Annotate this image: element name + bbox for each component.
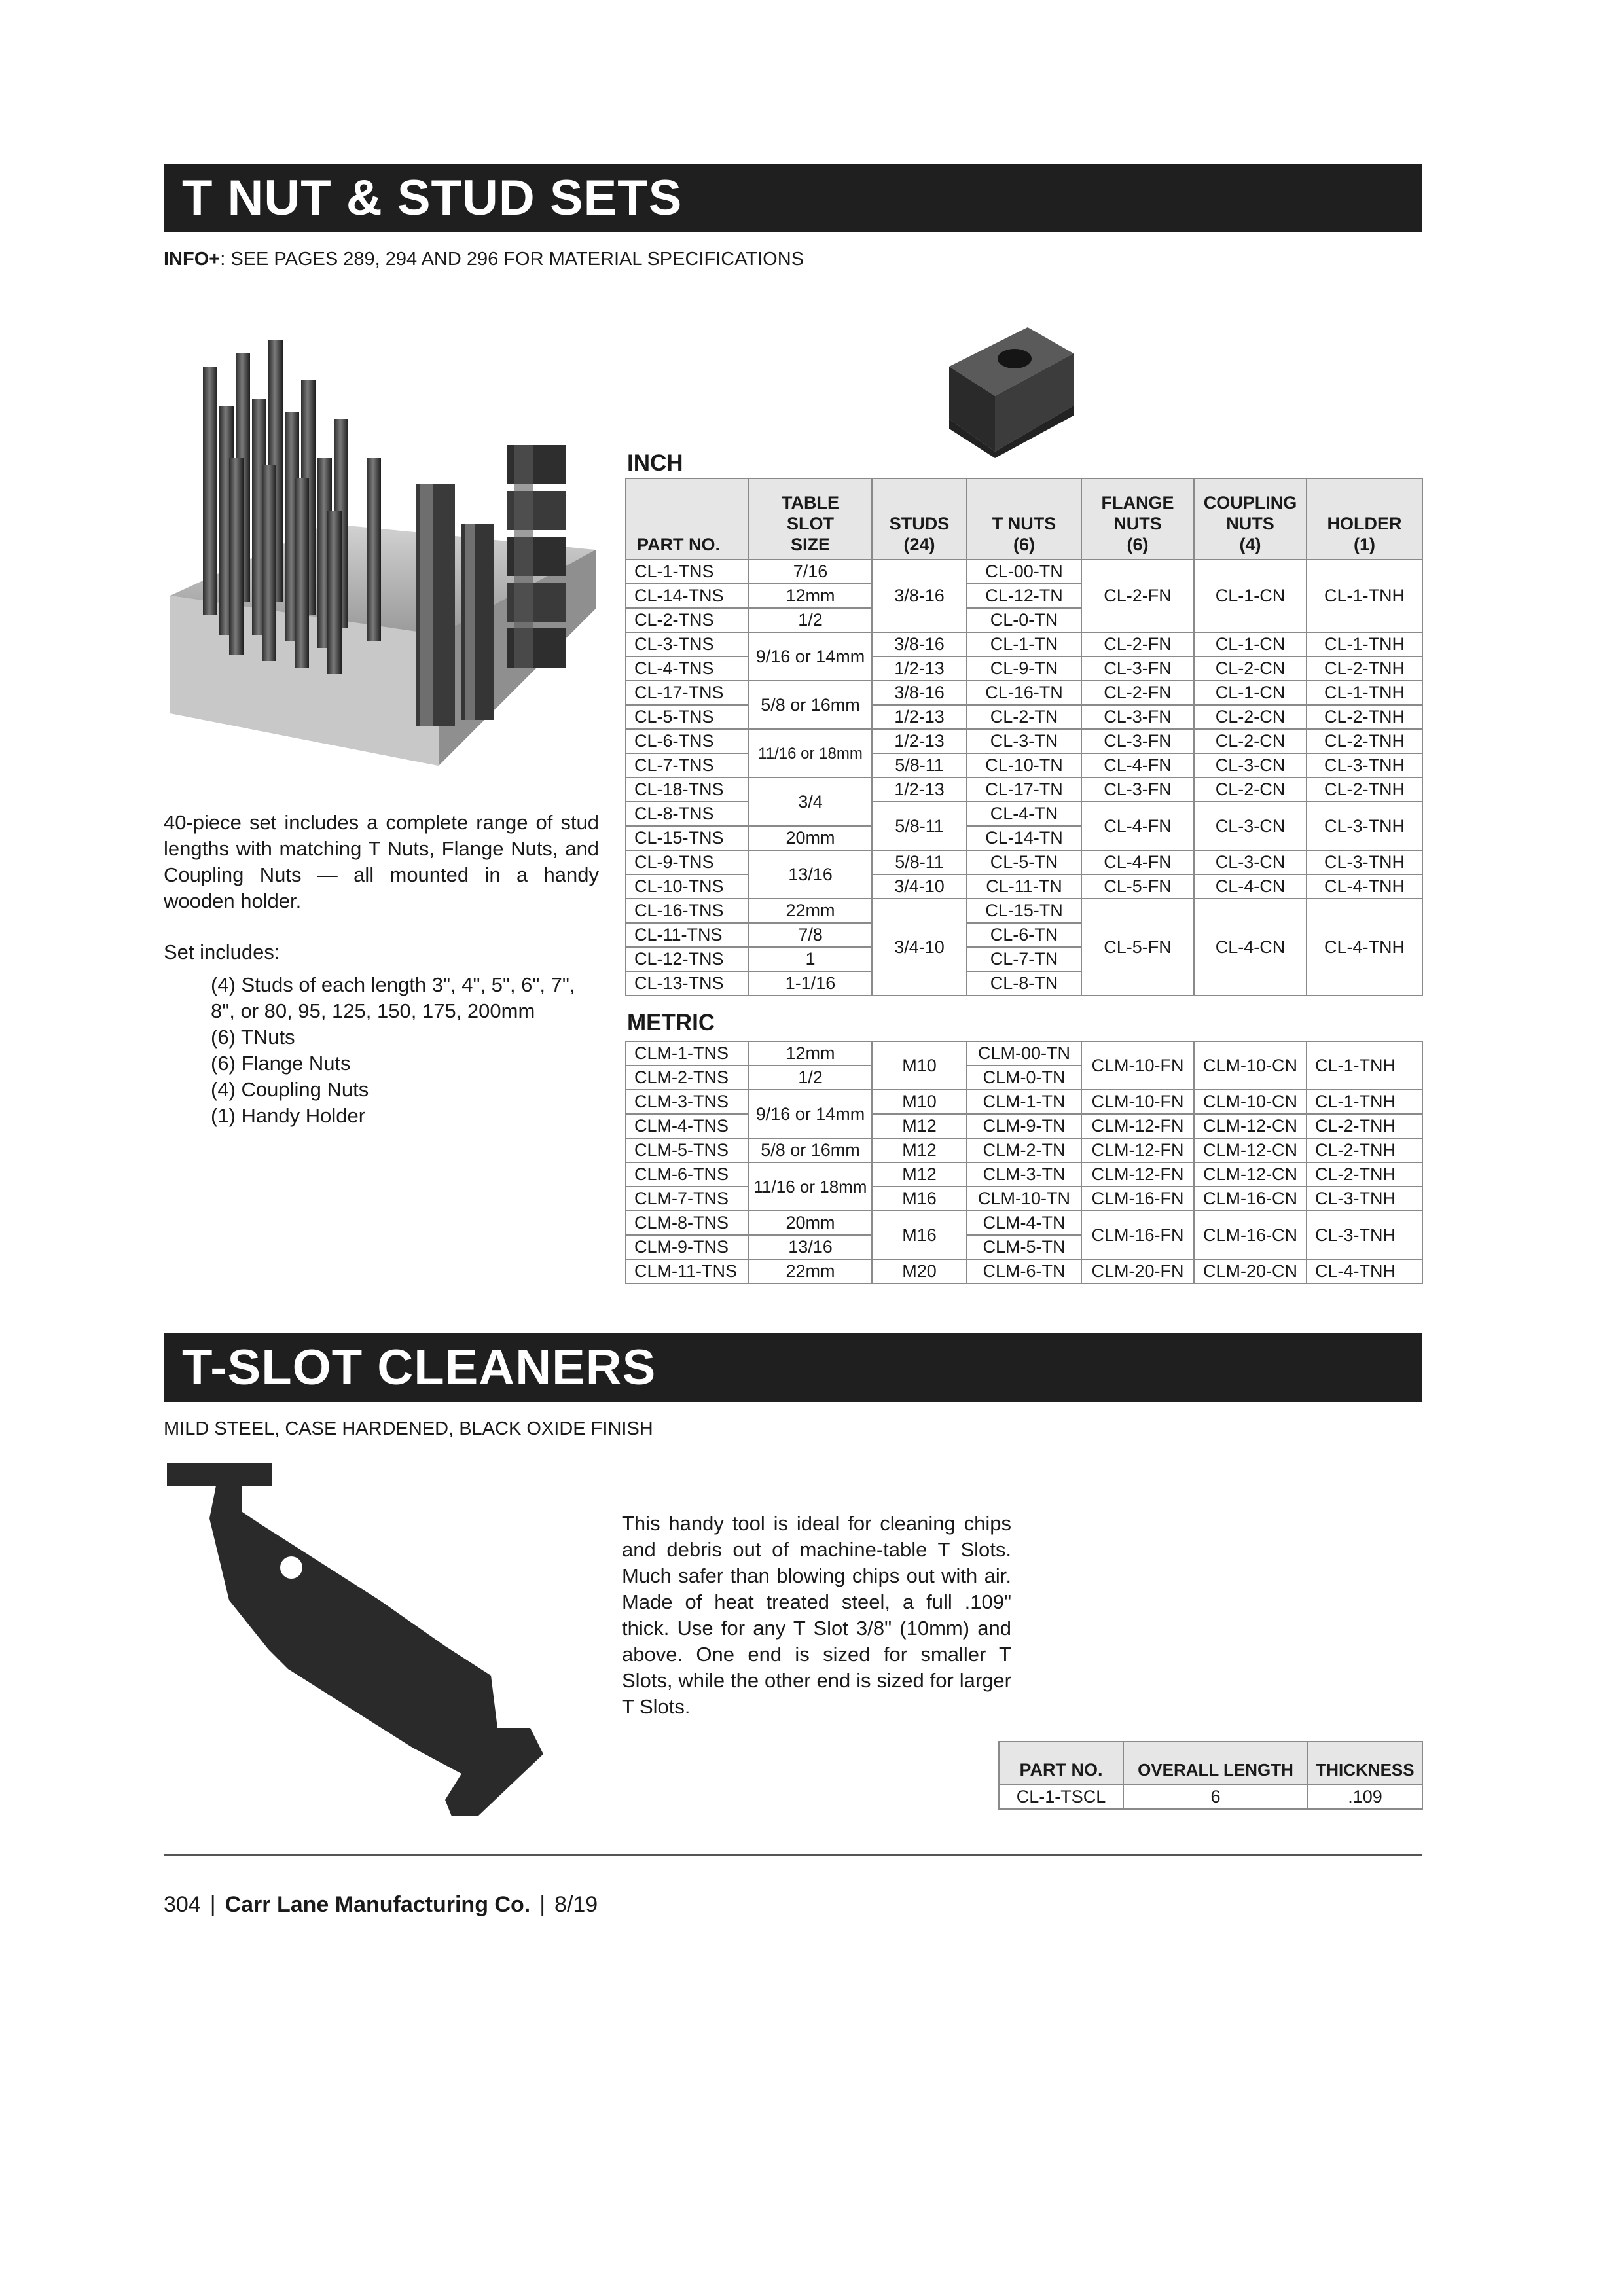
part-no-cell: CL-15-TNS xyxy=(626,826,749,850)
inch-table xyxy=(625,478,1423,996)
header-line: TABLE xyxy=(782,493,839,512)
header-line: (1) xyxy=(1354,535,1375,554)
tnut-cell: CL-1-TN xyxy=(967,632,1081,656)
holder-cell: CL-2-TNH xyxy=(1307,1162,1422,1187)
flange-cell: CL-3-FN xyxy=(1081,729,1194,753)
holder-cell: CL-2-TNH xyxy=(1307,1138,1422,1162)
studs-cell: M10 xyxy=(872,1041,967,1090)
slot-cell: 11/16 or 18mm xyxy=(749,729,872,778)
part-no-cell: CLM-2-TNS xyxy=(626,1066,749,1090)
studs-cell: 3/4-10 xyxy=(872,899,967,996)
table-row xyxy=(626,1041,1422,1066)
slot-cell: 1/2 xyxy=(749,608,872,632)
header-thickness: THICKNESS xyxy=(1308,1742,1422,1785)
holder-cell: CL-1-TNH xyxy=(1307,632,1422,656)
header-t-nuts xyxy=(967,478,1081,560)
part-no-cell: CL-8-TNS xyxy=(626,802,749,826)
header-line: (6) xyxy=(1127,535,1149,554)
company-name: Carr Lane Manufacturing Co. xyxy=(225,1892,531,1917)
header-line: FLANGE xyxy=(1101,493,1174,512)
page-number: 304 xyxy=(164,1892,201,1917)
table-row xyxy=(626,632,1422,656)
studs-cell: 3/8-16 xyxy=(872,681,967,705)
tnut-cell: CL-00-TN xyxy=(967,560,1081,584)
holder-cell: CL-4-TNH xyxy=(1307,899,1422,996)
part-no-cell: CL-11-TNS xyxy=(626,923,749,947)
flange-cell: CL-3-FN xyxy=(1081,705,1194,729)
part-no-cell: CL-1-TSCL xyxy=(999,1785,1123,1809)
part-no-cell: CL-1-TNS xyxy=(626,560,749,584)
tnut-cell: CLM-2-TN xyxy=(967,1138,1081,1162)
tnut-cell: CL-12-TN xyxy=(967,584,1081,608)
part-no-cell: CL-7-TNS xyxy=(626,753,749,778)
part-no-cell: CL-18-TNS xyxy=(626,778,749,802)
holder-cell: CL-2-TNH xyxy=(1307,656,1422,681)
set-includes-item: (1) Handy Holder xyxy=(211,1104,366,1127)
slot-cell: 5/8 or 16mm xyxy=(749,681,872,729)
header-line: (24) xyxy=(903,535,935,554)
info-label: INFO+ xyxy=(164,249,221,270)
header-studs xyxy=(872,478,967,560)
length-cell: 6 xyxy=(1123,1785,1308,1809)
tnut-cell: CL-14-TN xyxy=(967,826,1081,850)
studs-cell: 5/8-11 xyxy=(872,802,967,850)
holder-cell: CL-4-TNH xyxy=(1307,1259,1422,1283)
coupling-cell: CLM-12-CN xyxy=(1194,1162,1307,1187)
table-row xyxy=(626,729,1422,753)
studs-cell: M12 xyxy=(872,1138,967,1162)
inch-header-row xyxy=(626,478,1422,560)
table-row xyxy=(999,1785,1422,1809)
tnut-cell: CL-10-TN xyxy=(967,753,1081,778)
inch-label: INCH xyxy=(627,450,683,476)
holder-cell: CL-3-TNH xyxy=(1307,1211,1422,1259)
tnut-image xyxy=(936,321,1080,458)
tnut-cell: CL-16-TN xyxy=(967,681,1081,705)
table-row xyxy=(626,874,1422,899)
set-includes xyxy=(164,939,602,1129)
part-no-cell: CL-10-TNS xyxy=(626,874,749,899)
part-no-cell: CL-4-TNS xyxy=(626,656,749,681)
coupling-cell: CL-2-CN xyxy=(1194,778,1307,802)
flange-cell: CLM-20-FN xyxy=(1081,1259,1194,1283)
tnut-cell: CLM-0-TN xyxy=(967,1066,1081,1090)
holder-cell: CL-1-TNH xyxy=(1307,560,1422,632)
flange-cell: CL-4-FN xyxy=(1081,850,1194,874)
header-line: STUDS xyxy=(889,514,950,533)
slot-cell: 1 xyxy=(749,947,872,971)
header-line: NUTS xyxy=(1226,514,1274,533)
flange-cell: CL-2-FN xyxy=(1081,681,1194,705)
coupling-cell: CL-2-CN xyxy=(1194,705,1307,729)
coupling-cell: CLM-16-CN xyxy=(1194,1211,1307,1259)
holder-cell: CL-4-TNH xyxy=(1307,874,1422,899)
slot-cell: 13/16 xyxy=(749,1235,872,1259)
slot-cell: 7/8 xyxy=(749,923,872,947)
slot-cell: 12mm xyxy=(749,584,872,608)
studs-cell: 5/8-11 xyxy=(872,850,967,874)
metric-table xyxy=(625,1041,1423,1284)
studs-cell: 5/8-11 xyxy=(872,753,967,778)
header-line: SLOT xyxy=(787,514,834,533)
flange-cell: CLM-10-FN xyxy=(1081,1041,1194,1090)
coupling-cell: CL-1-CN xyxy=(1194,632,1307,656)
header-line: SIZE xyxy=(790,535,830,554)
table-row xyxy=(626,753,1422,778)
slot-cell: 13/16 xyxy=(749,850,872,899)
table-row xyxy=(626,1211,1422,1235)
part-no-cell: CL-6-TNS xyxy=(626,729,749,753)
part-no-cell: CL-14-TNS xyxy=(626,584,749,608)
coupling-cell: CL-2-CN xyxy=(1194,656,1307,681)
flange-cell: CLM-16-FN xyxy=(1081,1211,1194,1259)
flange-cell: CL-2-FN xyxy=(1081,560,1194,632)
set-includes-item: (6) TNuts xyxy=(211,1026,295,1049)
part-no-cell: CLM-7-TNS xyxy=(626,1187,749,1211)
part-no-cell: CLM-11-TNS xyxy=(626,1259,749,1283)
section-title-tslot-cleaners: T-SLOT CLEANERS xyxy=(164,1333,1422,1402)
table-row xyxy=(626,656,1422,681)
flange-cell: CLM-12-FN xyxy=(1081,1162,1194,1187)
holder-cell: CL-3-TNH xyxy=(1307,802,1422,850)
tnut-cell: CL-8-TN xyxy=(967,971,1081,996)
flange-cell: CL-2-FN xyxy=(1081,632,1194,656)
tnut-cell: CL-4-TN xyxy=(967,802,1081,826)
studs-cell: 1/2-13 xyxy=(872,705,967,729)
set-includes-item: (6) Flange Nuts xyxy=(211,1052,351,1075)
studs-cell: 3/8-16 xyxy=(872,632,967,656)
flange-cell: CLM-10-FN xyxy=(1081,1090,1194,1114)
coupling-cell: CLM-10-CN xyxy=(1194,1041,1307,1090)
holder-cell: CL-2-TNH xyxy=(1307,778,1422,802)
flange-cell: CL-5-FN xyxy=(1081,899,1194,996)
header-flange-nuts xyxy=(1081,478,1194,560)
table-row xyxy=(626,899,1422,923)
holder-cell: CL-2-TNH xyxy=(1307,729,1422,753)
coupling-cell: CL-3-CN xyxy=(1194,850,1307,874)
header-line: HOLDER xyxy=(1327,514,1402,533)
flange-cell: CL-5-FN xyxy=(1081,874,1194,899)
slot-cell: 12mm xyxy=(749,1041,872,1066)
tnut-cell: CL-2-TN xyxy=(967,705,1081,729)
flange-cell: CL-3-FN xyxy=(1081,656,1194,681)
slot-cell: 1/2 xyxy=(749,1066,872,1090)
tnut-cell: CL-3-TN xyxy=(967,729,1081,753)
table-row xyxy=(626,560,1422,584)
coupling-cell: CLM-12-CN xyxy=(1194,1138,1307,1162)
part-no-cell: CL-5-TNS xyxy=(626,705,749,729)
holder-cell: CL-2-TNH xyxy=(1307,1114,1422,1138)
holder-cell: CL-1-TNH xyxy=(1307,1041,1422,1090)
header-coupling-nuts xyxy=(1194,478,1307,560)
tnut-cell: CL-6-TN xyxy=(967,923,1081,947)
part-no-cell: CLM-8-TNS xyxy=(626,1211,749,1235)
tnut-cell: CLM-5-TN xyxy=(967,1235,1081,1259)
part-no-cell: CLM-5-TNS xyxy=(626,1138,749,1162)
part-no-cell: CLM-1-TNS xyxy=(626,1041,749,1066)
slot-cell: 5/8 or 16mm xyxy=(749,1138,872,1162)
table-row xyxy=(626,1138,1422,1162)
cleaner-description: This handy tool is ideal for cleaning chips and debris out of machine-table T Slots. Much safer than blowing chips out with air. Made of heat treated steel, a full .109" thick. Use for any T Slot 3/8" (10mm) and above. One end is sized for smaller T Slots, while the other end is sized for larger T Slots. xyxy=(622,1512,1011,1718)
table-row xyxy=(626,1259,1422,1283)
coupling-cell: CL-3-CN xyxy=(1194,802,1307,850)
holder-cell: CL-3-TNH xyxy=(1307,753,1422,778)
tnut-cell: CLM-1-TN xyxy=(967,1090,1081,1114)
tnut-cell: CL-17-TN xyxy=(967,778,1081,802)
coupling-cell: CL-2-CN xyxy=(1194,729,1307,753)
flange-cell: CLM-16-FN xyxy=(1081,1187,1194,1211)
header-part-no: PART NO. xyxy=(999,1742,1123,1785)
part-no-cell: CLM-3-TNS xyxy=(626,1090,749,1114)
flange-cell: CL-4-FN xyxy=(1081,802,1194,850)
footer-date: 8/19 xyxy=(554,1892,598,1917)
studs-cell: M12 xyxy=(872,1162,967,1187)
tnut-cell: CL-5-TN xyxy=(967,850,1081,874)
slot-cell: 11/16 or 18mm xyxy=(749,1162,872,1211)
table-row xyxy=(626,802,1422,826)
part-no-cell: CLM-9-TNS xyxy=(626,1235,749,1259)
holder-cell: CL-1-TNH xyxy=(1307,1090,1422,1114)
coupling-cell: CLM-16-CN xyxy=(1194,1187,1307,1211)
holder-cell: CL-1-TNH xyxy=(1307,681,1422,705)
section-title-tnut-stud-sets: T NUT & STUD SETS xyxy=(164,164,1422,232)
flange-cell: CLM-12-FN xyxy=(1081,1114,1194,1138)
part-no-cell: CL-17-TNS xyxy=(626,681,749,705)
holder-cell: CL-3-TNH xyxy=(1307,1187,1422,1211)
part-no-cell: CL-9-TNS xyxy=(626,850,749,874)
set-includes-item: 8", or 80, 95, 125, 150, 175, 200mm xyxy=(211,999,535,1022)
part-no-cell: CLM-6-TNS xyxy=(626,1162,749,1187)
header-overall-length: OVERALL LENGTH xyxy=(1123,1742,1308,1785)
studs-cell: M12 xyxy=(872,1114,967,1138)
studs-cell: 1/2-13 xyxy=(872,778,967,802)
info-line xyxy=(164,249,804,270)
tnut-cell: CLM-6-TN xyxy=(967,1259,1081,1283)
table-row xyxy=(626,681,1422,705)
studs-cell: M20 xyxy=(872,1259,967,1283)
set-description: 40-piece set includes a complete range of stud lengths with matching T Nuts, Flange Nuts, and Coupling Nuts — all mounted in a handy wooden holder. xyxy=(164,811,599,912)
tnut-cell: CL-11-TN xyxy=(967,874,1081,899)
coupling-cell: CLM-20-CN xyxy=(1194,1259,1307,1283)
thickness-cell: .109 xyxy=(1308,1785,1422,1809)
tnut-cell: CL-7-TN xyxy=(967,947,1081,971)
coupling-cell: CL-4-CN xyxy=(1194,874,1307,899)
part-no-cell: CL-12-TNS xyxy=(626,947,749,971)
tnut-cell: CLM-10-TN xyxy=(967,1187,1081,1211)
slot-cell: 9/16 or 14mm xyxy=(749,632,872,681)
flange-cell: CLM-12-FN xyxy=(1081,1138,1194,1162)
slot-cell: 3/4 xyxy=(749,778,872,826)
header-line: (4) xyxy=(1239,535,1261,554)
table-row xyxy=(626,1187,1422,1211)
tnut-cell: CLM-3-TN xyxy=(967,1162,1081,1187)
table-row xyxy=(626,1114,1422,1138)
studs-cell: 1/2-13 xyxy=(872,729,967,753)
holder-cell: CL-3-TNH xyxy=(1307,850,1422,874)
set-includes-item: (4) Studs of each length 3", 4", 5", 6", 7", xyxy=(211,973,575,996)
tnut-cell: CLM-00-TN xyxy=(967,1041,1081,1066)
cleaner-table xyxy=(998,1741,1423,1810)
tnut-cell: CL-0-TN xyxy=(967,608,1081,632)
holder-cell: CL-2-TNH xyxy=(1307,705,1422,729)
header-line: NUTS xyxy=(1113,514,1162,533)
flange-cell: CL-4-FN xyxy=(1081,753,1194,778)
table-row xyxy=(626,850,1422,874)
part-no-cell: CL-2-TNS xyxy=(626,608,749,632)
cleaner-subtitle: MILD STEEL, CASE HARDENED, BLACK OXIDE FINISH xyxy=(164,1418,653,1439)
info-text: : SEE PAGES 289, 294 AND 296 FOR MATERIAL SPECIFICATIONS xyxy=(220,249,804,270)
coupling-cell: CL-1-CN xyxy=(1194,560,1307,632)
studs-cell: 1/2-13 xyxy=(872,656,967,681)
slot-cell: 7/16 xyxy=(749,560,872,584)
slot-cell: 22mm xyxy=(749,899,872,923)
tnut-cell: CL-15-TN xyxy=(967,899,1081,923)
coupling-cell: CLM-10-CN xyxy=(1194,1090,1307,1114)
tnut-cell: CLM-9-TN xyxy=(967,1114,1081,1138)
header-holder xyxy=(1307,478,1422,560)
studs-cell: 3/8-16 xyxy=(872,560,967,632)
header-table-slot-size xyxy=(749,478,872,560)
tnut-stud-set-image xyxy=(164,327,609,779)
coupling-cell: CL-4-CN xyxy=(1194,899,1307,996)
header-line: (6) xyxy=(1013,535,1035,554)
slot-cell: 9/16 or 14mm xyxy=(749,1090,872,1138)
set-includes-label: Set includes: xyxy=(164,941,280,963)
slot-cell: 20mm xyxy=(749,1211,872,1235)
footer-divider xyxy=(164,1854,1422,1856)
part-no-cell: CLM-4-TNS xyxy=(626,1114,749,1138)
table-row xyxy=(626,778,1422,802)
flange-cell: CL-3-FN xyxy=(1081,778,1194,802)
studs-cell: M16 xyxy=(872,1187,967,1211)
tnut-cell: CL-9-TN xyxy=(967,656,1081,681)
table-row xyxy=(626,1090,1422,1114)
part-no-cell: CL-3-TNS xyxy=(626,632,749,656)
studs-cell: M10 xyxy=(872,1090,967,1114)
slot-cell: 22mm xyxy=(749,1259,872,1283)
metric-label: METRIC xyxy=(627,1010,715,1035)
footer: 304 | Carr Lane Manufacturing Co. | 8/19 xyxy=(164,1892,598,1917)
coupling-cell: CLM-12-CN xyxy=(1194,1114,1307,1138)
header-part-no: PART NO. xyxy=(626,478,749,560)
part-no-cell: CL-13-TNS xyxy=(626,971,749,996)
slot-cell: 20mm xyxy=(749,826,872,850)
table-row xyxy=(626,705,1422,729)
cleaner-header-row xyxy=(999,1742,1422,1785)
set-includes-item: (4) Coupling Nuts xyxy=(211,1078,369,1101)
coupling-cell: CL-1-CN xyxy=(1194,681,1307,705)
table-row xyxy=(626,1162,1422,1187)
coupling-cell: CL-3-CN xyxy=(1194,753,1307,778)
part-no-cell: CL-16-TNS xyxy=(626,899,749,923)
slot-cell: 1-1/16 xyxy=(749,971,872,996)
tnut-cell: CLM-4-TN xyxy=(967,1211,1081,1235)
header-line: COUPLING xyxy=(1203,493,1297,512)
studs-cell: M16 xyxy=(872,1211,967,1259)
header-line: T NUTS xyxy=(992,514,1056,533)
tslot-cleaner-image xyxy=(164,1460,583,1826)
studs-cell: 3/4-10 xyxy=(872,874,967,899)
